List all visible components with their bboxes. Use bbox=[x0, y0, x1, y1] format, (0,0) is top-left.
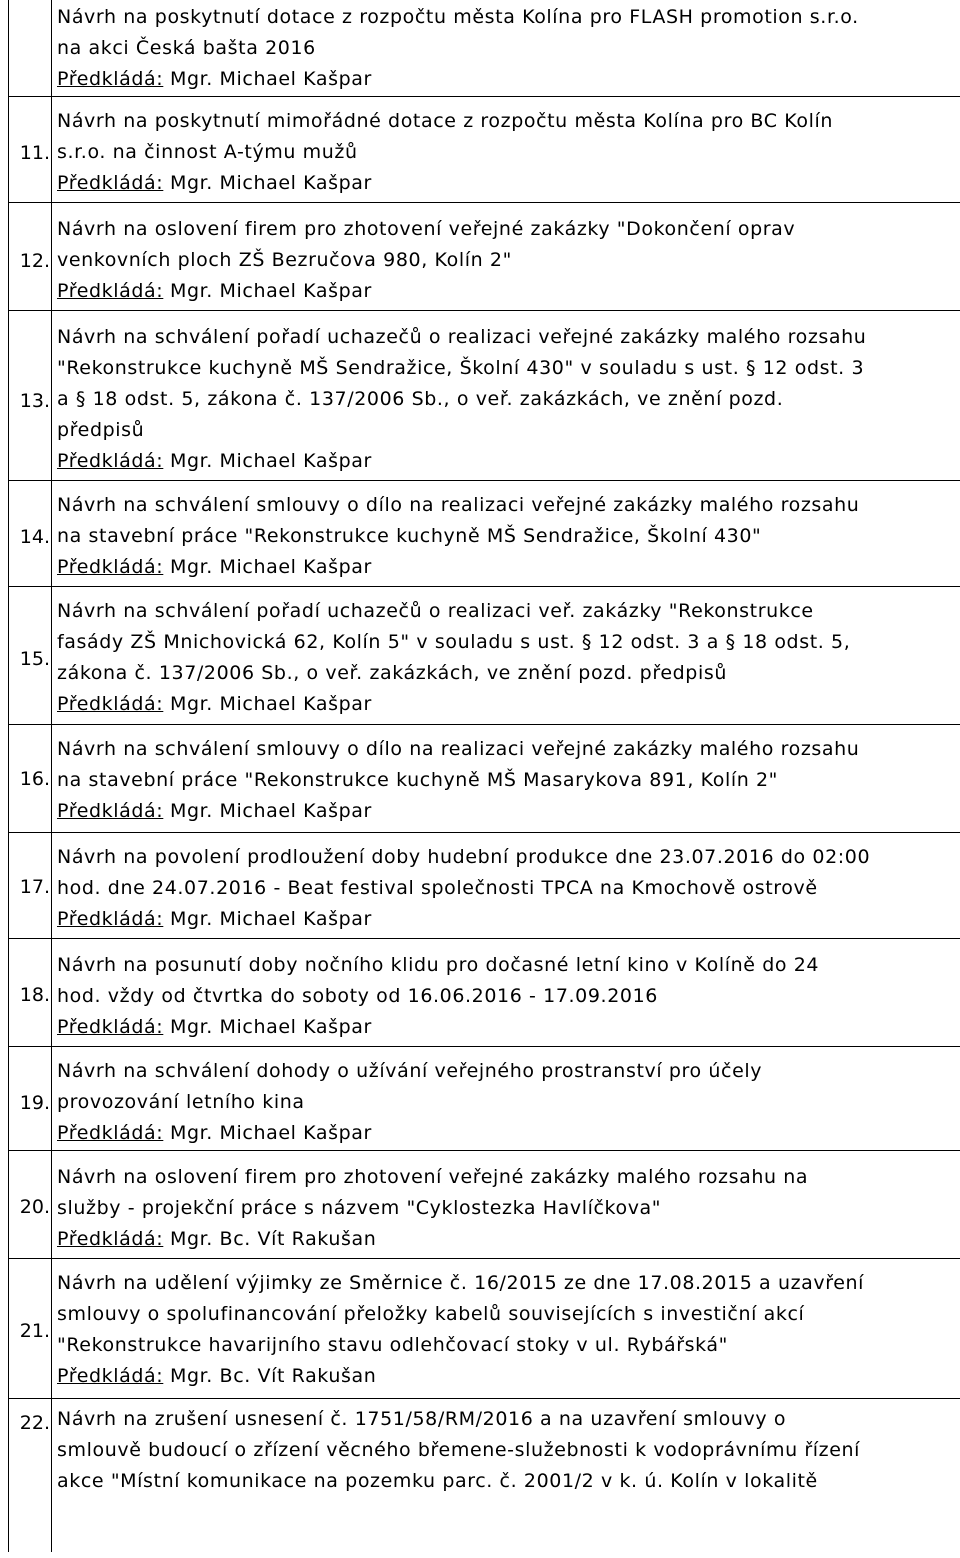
presenter-line bbox=[57, 1361, 956, 1392]
presenter-name: Mgr. Bc. Vít Rakušan bbox=[169, 1228, 377, 1250]
agenda-row bbox=[8, 938, 960, 1046]
item-number: 16. bbox=[19, 768, 50, 790]
agenda-row bbox=[8, 724, 960, 832]
item-text bbox=[57, 214, 956, 307]
item-text-line: Návrh na schválení smlouvy o dílo na realizaci veřejné zakázky malého rozsahu bbox=[57, 738, 860, 760]
agenda-row bbox=[8, 0, 960, 96]
agenda-row bbox=[8, 1258, 960, 1398]
presenter-line bbox=[57, 64, 956, 95]
presenter-line bbox=[57, 689, 956, 720]
item-text bbox=[57, 950, 956, 1043]
item-number: 12. bbox=[19, 250, 50, 272]
item-number: 21. bbox=[19, 1320, 50, 1342]
row-separator bbox=[8, 938, 960, 939]
item-number: 14. bbox=[19, 526, 50, 548]
row-separator bbox=[8, 96, 960, 97]
item-text-line: Návrh na poskytnutí dotace z rozpočtu města Kolína pro FLASH promotion s.r.o. bbox=[57, 6, 859, 28]
row-separator bbox=[8, 1258, 960, 1259]
item-text bbox=[57, 1268, 956, 1392]
item-number: 18. bbox=[19, 984, 50, 1006]
item-number: 20. bbox=[19, 1196, 50, 1218]
row-separator bbox=[8, 310, 960, 311]
item-text bbox=[57, 490, 956, 583]
presenter-line bbox=[57, 276, 956, 307]
presenter-name: Mgr. Michael Kašpar bbox=[169, 280, 372, 302]
presenter-label: Předkládá: bbox=[57, 1016, 164, 1038]
item-text-line: Návrh na oslovení firem pro zhotovení veřejné zakázky "Dokončení oprav bbox=[57, 218, 796, 240]
item-text-line: Návrh na oslovení firem pro zhotovení veřejné zakázky malého rozsahu na bbox=[57, 1166, 809, 1188]
item-number: 13. bbox=[19, 390, 50, 412]
item-text-line: Návrh na posunutí doby nočního klidu pro dočasné letní kino v Kolíně do 24 bbox=[57, 954, 820, 976]
item-text bbox=[57, 842, 956, 935]
item-text-line: na stavební práce "Rekonstrukce kuchyně MŠ Sendražice, Školní 430" bbox=[57, 525, 762, 547]
agenda-row bbox=[8, 832, 960, 938]
item-text-line: Návrh na schválení dohody o užívání veřejného prostranství pro účely bbox=[57, 1060, 763, 1082]
item-text-line: provozování letního kina bbox=[57, 1091, 305, 1113]
agenda-row bbox=[8, 96, 960, 202]
presenter-label: Předkládá: bbox=[57, 693, 164, 715]
item-text-line: Návrh na zrušení usnesení č. 1751/58/RM/2016 a na uzavření smlouvy o bbox=[57, 1408, 787, 1430]
item-text-line: předpisů bbox=[57, 419, 145, 441]
presenter-name: Mgr. Michael Kašpar bbox=[169, 556, 372, 578]
row-separator bbox=[8, 1046, 960, 1047]
presenter-label: Předkládá: bbox=[57, 68, 164, 90]
presenter-name: Mgr. Michael Kašpar bbox=[169, 450, 372, 472]
presenter-line bbox=[57, 1012, 956, 1043]
item-text-line: služby - projekční práce s názvem "Cyklostezka Havlíčkova" bbox=[57, 1197, 662, 1219]
item-text-line: zákona č. 137/2006 Sb., o veř. zakázkách, ve znění pozd. předpisů bbox=[57, 662, 727, 684]
item-number: 19. bbox=[19, 1092, 50, 1114]
agenda-row bbox=[8, 480, 960, 586]
presenter-name: Mgr. Michael Kašpar bbox=[169, 1122, 372, 1144]
item-text-line: Návrh na poskytnutí mimořádné dotace z rozpočtu města Kolína pro BC Kolín bbox=[57, 110, 833, 132]
item-text-line: smlouvy o spolufinancování přeložky kabelů souvisejících s investiční akcí bbox=[57, 1303, 805, 1325]
presenter-label: Předkládá: bbox=[57, 800, 164, 822]
item-text-line: na akci Česká bašta 2016 bbox=[57, 37, 316, 59]
item-text-line: Návrh na schválení smlouvy o dílo na realizaci veřejné zakázky malého rozsahu bbox=[57, 494, 860, 516]
presenter-name: Mgr. Michael Kašpar bbox=[169, 693, 372, 715]
row-separator bbox=[8, 724, 960, 725]
item-number: 11. bbox=[19, 142, 50, 164]
presenter-label: Předkládá: bbox=[57, 1365, 164, 1387]
item-text-line: Návrh na udělení výjimky ze Směrnice č. 16/2015 ze dne 17.08.2015 a uzavření bbox=[57, 1272, 865, 1294]
item-text-line: Návrh na povolení prodloužení doby hudební produkce dne 23.07.2016 do 02:00 bbox=[57, 846, 871, 868]
presenter-name: Mgr. Michael Kašpar bbox=[169, 68, 372, 90]
row-separator bbox=[8, 1398, 960, 1399]
agenda-row bbox=[8, 202, 960, 310]
agenda-row bbox=[8, 310, 960, 480]
presenter-name: Mgr. Michael Kašpar bbox=[169, 172, 372, 194]
item-text bbox=[57, 596, 956, 720]
presenter-label: Předkládá: bbox=[57, 908, 164, 930]
item-text bbox=[57, 106, 956, 199]
row-separator bbox=[8, 480, 960, 481]
agenda-row bbox=[8, 1150, 960, 1258]
row-separator bbox=[8, 202, 960, 203]
presenter-line bbox=[57, 552, 956, 583]
item-text-line: "Rekonstrukce havarijního stavu odlehčovací stoky v ul. Rybářská" bbox=[57, 1334, 728, 1356]
item-text bbox=[57, 1404, 956, 1497]
item-text-line: na stavební práce "Rekonstrukce kuchyně MŠ Masarykova 891, Kolín 2" bbox=[57, 769, 779, 791]
presenter-line bbox=[57, 1224, 956, 1255]
item-text bbox=[57, 1056, 956, 1149]
presenter-label: Předkládá: bbox=[57, 556, 164, 578]
item-text-line: akce "Místní komunikace na pozemku parc. č. 2001/2 v k. ú. Kolín v lokalitě bbox=[57, 1470, 818, 1492]
item-text-line: "Rekonstrukce kuchyně MŠ Sendražice, Školní 430" v souladu s ust. § 12 odst. 3 bbox=[57, 357, 865, 379]
item-text-line: venkovních ploch ZŠ Bezručova 980, Kolín 2" bbox=[57, 249, 512, 271]
presenter-name: Mgr. Bc. Vít Rakušan bbox=[169, 1365, 377, 1387]
item-text-line: s.r.o. na činnost A-týmu mužů bbox=[57, 141, 358, 163]
item-number: 15. bbox=[19, 648, 50, 670]
item-number: 22. bbox=[19, 1412, 50, 1434]
presenter-label: Předkládá: bbox=[57, 1122, 164, 1144]
presenter-line bbox=[57, 904, 956, 935]
presenter-name: Mgr. Michael Kašpar bbox=[169, 1016, 372, 1038]
row-separator bbox=[8, 586, 960, 587]
item-text bbox=[57, 2, 956, 95]
presenter-name: Mgr. Michael Kašpar bbox=[169, 908, 372, 930]
item-number: 17. bbox=[19, 876, 50, 898]
presenter-label: Předkládá: bbox=[57, 1228, 164, 1250]
item-text-line: hod. dne 24.07.2016 - Beat festival společnosti TPCA na Kmochově ostrově bbox=[57, 877, 818, 899]
presenter-name: Mgr. Michael Kašpar bbox=[169, 800, 372, 822]
presenter-line bbox=[57, 796, 956, 827]
presenter-label: Předkládá: bbox=[57, 450, 164, 472]
agenda-row bbox=[8, 1398, 960, 1552]
row-separator bbox=[8, 1150, 960, 1151]
presenter-label: Předkládá: bbox=[57, 280, 164, 302]
item-text-line: hod. vždy od čtvrtka do soboty od 16.06.2016 - 17.09.2016 bbox=[57, 985, 658, 1007]
item-text-line: smlouvě budoucí o zřízení věcného břemene-služebnosti k vodoprávnímu řízení bbox=[57, 1439, 861, 1461]
agenda-row bbox=[8, 1046, 960, 1150]
presenter-line bbox=[57, 446, 956, 477]
item-text-line: fasády ZŠ Mnichovická 62, Kolín 5" v souladu s ust. § 12 odst. 3 a § 18 odst. 5, bbox=[57, 631, 851, 653]
item-text-line: Návrh na schválení pořadí uchazečů o realizaci veřejné zakázky malého rozsahu bbox=[57, 326, 867, 348]
item-text-line: a § 18 odst. 5, zákona č. 137/2006 Sb., o veř. zakázkách, ve znění pozd. bbox=[57, 388, 784, 410]
item-text-line: Návrh na schválení pořadí uchazečů o realizaci veř. zakázky "Rekonstrukce bbox=[57, 600, 814, 622]
item-text bbox=[57, 1162, 956, 1255]
item-text bbox=[57, 734, 956, 827]
row-separator bbox=[8, 832, 960, 833]
presenter-line bbox=[57, 168, 956, 199]
item-text bbox=[57, 322, 956, 477]
presenter-label: Předkládá: bbox=[57, 172, 164, 194]
presenter-line bbox=[57, 1118, 956, 1149]
agenda-row bbox=[8, 586, 960, 724]
agenda-table bbox=[8, 0, 960, 1558]
